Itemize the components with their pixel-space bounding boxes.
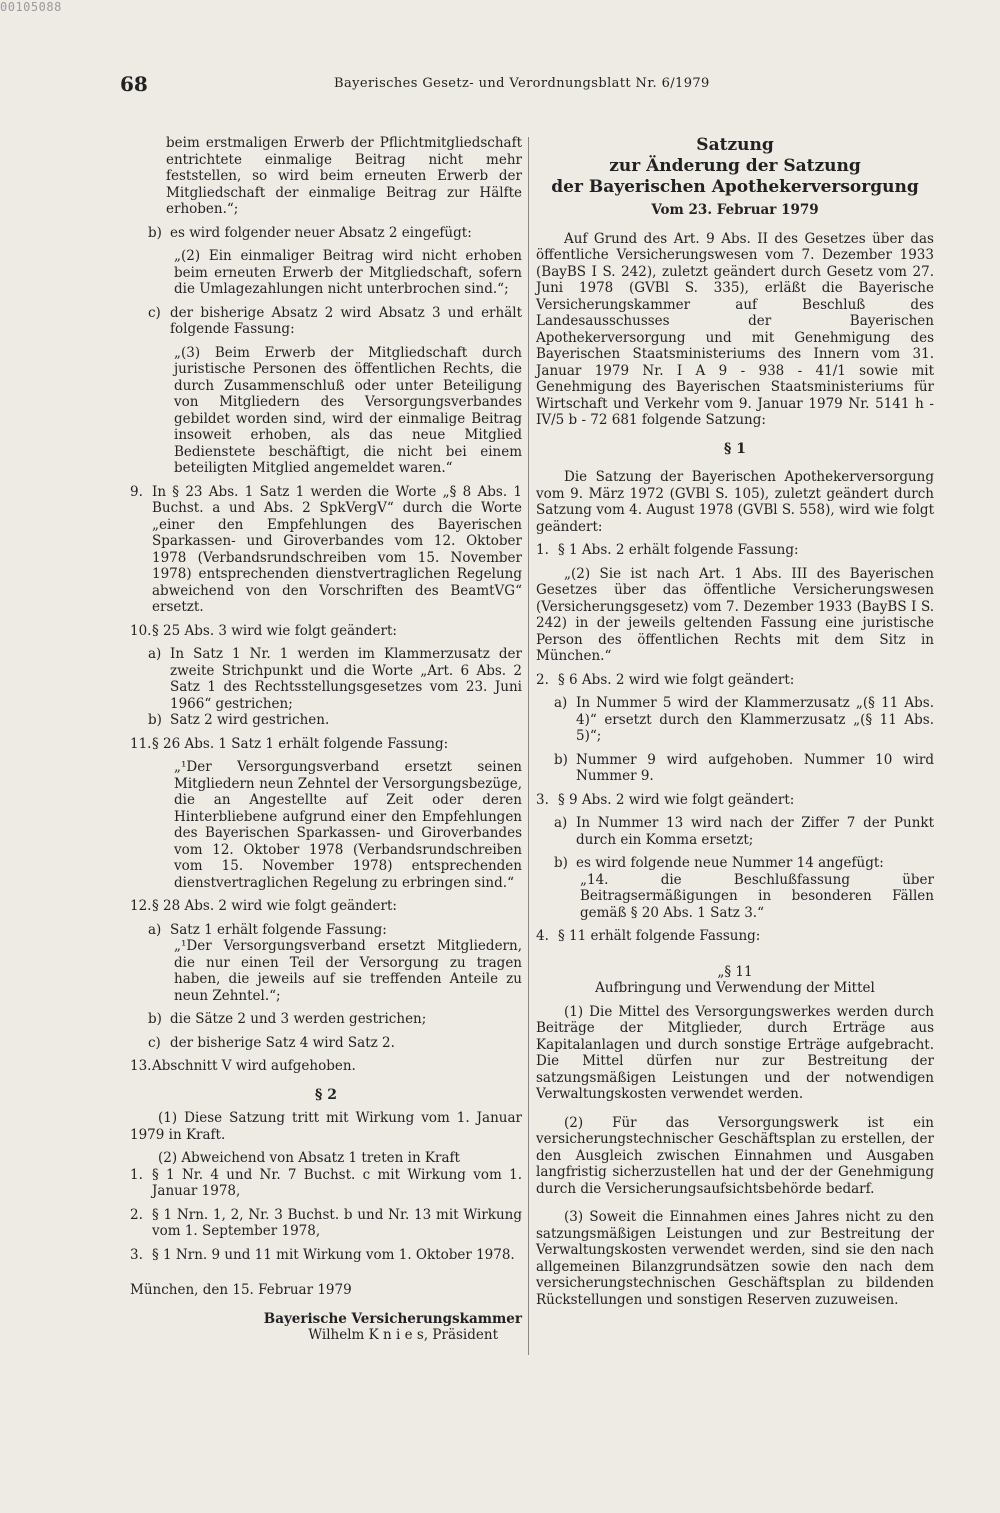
quoted-paragraph: „(2) Ein einmaliger Beitrag wird nicht erhoben beim erneuten Erwerb der Mitgliedschaft, sofern die Umlagezahlungen nicht unterbrochen sind.“; — [174, 248, 522, 297]
section-2-heading: § 2 — [315, 1086, 337, 1103]
quoted-paragraph: „(3) Beim Erwerb der Mitgliedschaft durch juristische Personen des öffentlichen Rechts, die durch Zusammenschluß oder unter Beteiligung von Mitgliedern des Versorgungsverbandes gebildet worden sind, wird der einmalige Beitrag insoweit erhoben, als das neue Mitglied Bedienstete beschäftigt, die nicht bei einem beteiligten Mitglied angemeldet waren.“ — [174, 344, 522, 476]
item-text: In Satz 1 Nr. 1 werden im Klammerzusatz der zweite Strichpunkt und die Worte „Art. 6 Abs. 2 Satz 1 des Rechtsstellungsgesetzes vom 23. Juni 1966“ gestrichen; — [170, 646, 522, 712]
item-number: 3. — [130, 1246, 143, 1263]
amendment-text: es wird folgender neuer Absatz 2 eingefügt: — [170, 224, 472, 241]
right-item-4 — [536, 928, 934, 945]
signer-name: Wilhelm K n i e s, Präsident — [308, 1327, 498, 1343]
section-11-para-1: (1) Die Mittel des Versorgungswerkes werden durch Beiträge der Mitglieder, durch Erträge aus Kapitalanlagen und durch sonstige Erträge aufgebracht. Die Mittel dürfen nur zur Bestreitung der satzungsmäßigen Leistungen und der notwendigen Verwaltungskosten verwendet werden. — [536, 1003, 934, 1102]
list-item-10a — [130, 646, 522, 712]
item-text: § 1 Abs. 2 erhält folgende Fassung: — [558, 542, 799, 558]
section-2-item-3 — [130, 1247, 522, 1264]
item-text: § 25 Abs. 3 wird wie folgt geändert: — [152, 622, 397, 639]
item-text: Satz 2 wird gestrichen. — [170, 712, 330, 728]
item-number: 2. — [536, 671, 549, 688]
item-text: Nummer 9 wird aufgehoben. Nummer 10 wird Nummer 9. — [576, 751, 934, 784]
item-number: 4. — [536, 928, 549, 944]
item-text: § 9 Abs. 2 wird wie folgt geändert: — [558, 791, 795, 808]
running-title: Bayerisches Gesetz- und Verordnungsblatt Nr. 6/1979 — [334, 76, 710, 91]
item-label: b) — [148, 1011, 162, 1027]
statute-title-line-2: zur Änderung der Satzung — [609, 156, 861, 176]
column-divider — [528, 137, 529, 1355]
quoted-paragraph: „(2) Sie ist nach Art. 1 Abs. III des Bayerischen Gesetzes über das öffentliche Versicherungswesen (Versicherungsgesetz) vom 7. Dezember 1933 (BayBS I S. 242) in der jeweils geltenden Fassung eine juristische Person des öffentlichen Rechts mit dem Sitz in München.“ — [536, 565, 934, 664]
item-label: b) — [554, 751, 568, 768]
section-2-para-2: (2) Abweichend von Absatz 1 treten in Kraft — [158, 1150, 460, 1166]
right-column — [536, 135, 934, 1308]
item-text: § 1 Nrn. 9 und 11 mit Wirkung vom 1. Oktober 1978. — [152, 1246, 515, 1263]
right-item-1 — [536, 542, 934, 559]
item-number: 1. — [130, 1166, 143, 1183]
item-number: 10. — [130, 622, 152, 639]
preamble: Auf Grund des Art. 9 Abs. II des Gesetzes über das öffentliche Versicherungswesen vom 7. Dezember 1933 (BayBS I S. 242), zuletzt geändert durch Gesetz vom 27. Juni 1978 (GVBl S. 335), erläßt die Bayerische Versicherungskammer auf Beschluß des Landesausschusses der Bayerischen Apothekerversorgung und mit Genehmigung des Bayerischen Staatsministeriums des Innern vom 31. Januar 1979 Nr. I A 9 - 938 - 41/1 sowie mit Genehmigung des Bayerischen Staatsministeriums für Wirtschaft und Verkehr vom 9. Januar 1979 Nr. 5141 h - IV/5 b - 72 681 folgende Satzung: — [536, 230, 934, 428]
item-text: der bisherige Satz 4 wird Satz 2. — [170, 1034, 395, 1051]
item-text: § 1 Nrn. 1, 2, Nr. 3 Buchst. b und Nr. 13 mit Wirkung vom 1. September 1978, — [152, 1206, 522, 1239]
item-text: § 28 Abs. 2 wird wie folgt geändert: — [152, 898, 397, 914]
item-text: die Sätze 2 und 3 werden gestrichen; — [170, 1011, 427, 1027]
statute-title-line-3: der Bayerischen Apothekerversorgung — [551, 177, 919, 197]
section-11-heading: „§ 11 — [717, 963, 753, 980]
list-item-12b — [130, 1011, 522, 1028]
item-text: § 26 Abs. 1 Satz 1 erhält folgende Fassung: — [152, 735, 449, 752]
statute-date: Vom 23. Februar 1979 — [651, 202, 819, 218]
item-label: a) — [148, 921, 162, 938]
item-label: a) — [148, 646, 162, 662]
section-2-item-1 — [130, 1167, 522, 1200]
left-column — [130, 135, 522, 1344]
item-text: es wird folgende neue Nummer 14 angefügt: — [576, 855, 884, 871]
item-text: Satz 1 erhält folgende Fassung: — [170, 921, 387, 938]
item-text: § 6 Abs. 2 wird wie folgt geändert: — [558, 671, 795, 688]
list-item-13 — [130, 1058, 522, 1075]
page-number: 68 — [120, 72, 148, 96]
section-1-heading: § 1 — [724, 440, 746, 457]
quoted-paragraph: „¹Der Versorgungsverband ersetzt Mitgliedern, die nur einen Teil der Versorgung zu tragen haben, die jeweils auf sie treffenden Anteile zu neun Zehntel.“; — [174, 938, 522, 1004]
list-item-10b — [130, 712, 522, 729]
right-item-3a — [536, 815, 934, 848]
page-header — [120, 72, 920, 96]
item-number: 1. — [536, 542, 549, 558]
list-item-12c — [130, 1035, 522, 1052]
section-11-title: Aufbringung und Verwendung der Mittel — [595, 980, 875, 996]
item-label: a) — [554, 815, 568, 831]
statute-title-line-1: Satzung — [696, 135, 774, 155]
archive-stamp: 00105088 — [0, 0, 62, 14]
continued-quote: beim erstmaligen Erwerb der Pflichtmitgliedschaft entrichtete einmalige Beitrag nicht mehr feststellen, so wird beim erneuten Erwerb der Mitgliedschaft der einmalige Beitrag zur Hälfte erhoben.“; — [166, 135, 522, 217]
amendment-c — [130, 305, 522, 338]
item-text: In Nummer 13 wird nach der Ziffer 7 der Punkt durch ein Komma ersetzt; — [576, 815, 934, 848]
list-item-12 — [130, 898, 522, 915]
amendment-b — [130, 225, 522, 242]
right-item-3 — [536, 792, 934, 809]
right-item-3b — [536, 855, 934, 872]
item-number: 13. — [130, 1058, 152, 1074]
item-text: In § 23 Abs. 1 Satz 1 werden die Worte „§ 8 Abs. 1 Buchst. a und Abs. 2 SpkVergV“ durch die Worte „einer den Empfehlungen des Bayerischen Sparkassen- und Giroverbandes vom 12. Oktober 1978 (Verbandsrundschreiben vom 15. November 1978) entsprechenden dienstvertraglichen Regelung abweichend von den Vorschriften des BeamtVG“ ersetzt. — [152, 483, 522, 615]
list-item-11 — [130, 736, 522, 753]
item-text: § 1 Nr. 4 und Nr. 7 Buchst. c mit Wirkung vom 1. Januar 1978, — [152, 1166, 522, 1199]
list-item-10 — [130, 623, 522, 640]
quoted-paragraph: „¹Der Versorgungsverband ersetzt seinen Mitgliedern neun Zehntel der Versorgungsbezüge, die an Angestellte auf Zeit oder deren Hinterbliebene aufgrund einer den Empfehlungen des Bayerischen Sparkassen- und Giroverbandes vom 12. Oktober 1978 (Verbandsrundschreiben vom 15. November 1978) entsprechenden dienstvertraglichen Regelung zu erbringen sind.“ — [174, 759, 522, 891]
section-11-para-3: (3) Soweit die Einnahmen eines Jahres nicht zu den satzungsmäßigen Leistungen und zur Bestreitung der Verwaltungskosten verwendet werden, sind sie den nach allgemeinen Bilanzgrundsätzen sowie den nach dem versicherungstechnischen Geschäftsplan zu bildenden Rückstellungen und sonstigen Reserven zuzuweisen. — [536, 1209, 934, 1308]
item-label: a) — [554, 695, 568, 711]
item-label: c) — [148, 1034, 161, 1051]
item-label: b) — [554, 855, 568, 871]
section-2-para-1: (1) Diese Satzung tritt mit Wirkung vom 1. Januar 1979 in Kraft. — [130, 1110, 522, 1143]
quoted-paragraph: „14. die Beschlußfassung über Beitragsermäßigungen in besonderen Fällen gemäß § 20 Abs. 1 Satz 3.“ — [580, 871, 934, 921]
right-item-2a — [536, 695, 934, 745]
item-text: § 11 erhält folgende Fassung: — [558, 928, 761, 944]
item-number: 11. — [130, 735, 152, 752]
amendment-text: der bisherige Absatz 2 wird Absatz 3 und erhält folgende Fassung: — [170, 304, 522, 337]
section-11-para-2: (2) Für das Versorgungswerk ist ein versicherungstechnischer Geschäftsplan zu erstellen, der den Ausgleich zwischen Einnahmen und Ausgaben langfristig sicherzustellen hat und der der Genehmigung durch die Versicherungsaufsichtsbehörde bedarf. — [536, 1114, 934, 1197]
item-number: 3. — [536, 791, 549, 808]
place-and-date: München, den 15. Februar 1979 — [130, 1282, 352, 1298]
list-item-12a — [130, 922, 522, 939]
item-number: 12. — [130, 898, 152, 914]
item-number: 9. — [130, 483, 143, 500]
list-item-9 — [130, 484, 522, 616]
item-number: 2. — [130, 1206, 143, 1223]
item-label: b) — [148, 712, 162, 728]
item-text: In Nummer 5 wird der Klammerzusatz „(§ 11 Abs. 4)“ ersetzt durch den Klammerzusatz „(§ 11 Abs. 5)“; — [576, 695, 934, 744]
section-2-item-2 — [130, 1207, 522, 1240]
right-item-2 — [536, 672, 934, 689]
right-item-2b — [536, 752, 934, 785]
section-1-intro: Die Satzung der Bayerischen Apothekerversorgung vom 9. März 1972 (GVBl S. 105), zuletzt geändert durch Satzung vom 4. August 1978 (GVBl S. 558), wird wie folgt geändert: — [536, 469, 934, 535]
item-label: b) — [148, 224, 162, 241]
item-text: Abschnitt V wird aufgehoben. — [152, 1058, 356, 1074]
item-label: c) — [148, 304, 161, 321]
signer-organization: Bayerische Versicherungskammer — [263, 1310, 522, 1327]
